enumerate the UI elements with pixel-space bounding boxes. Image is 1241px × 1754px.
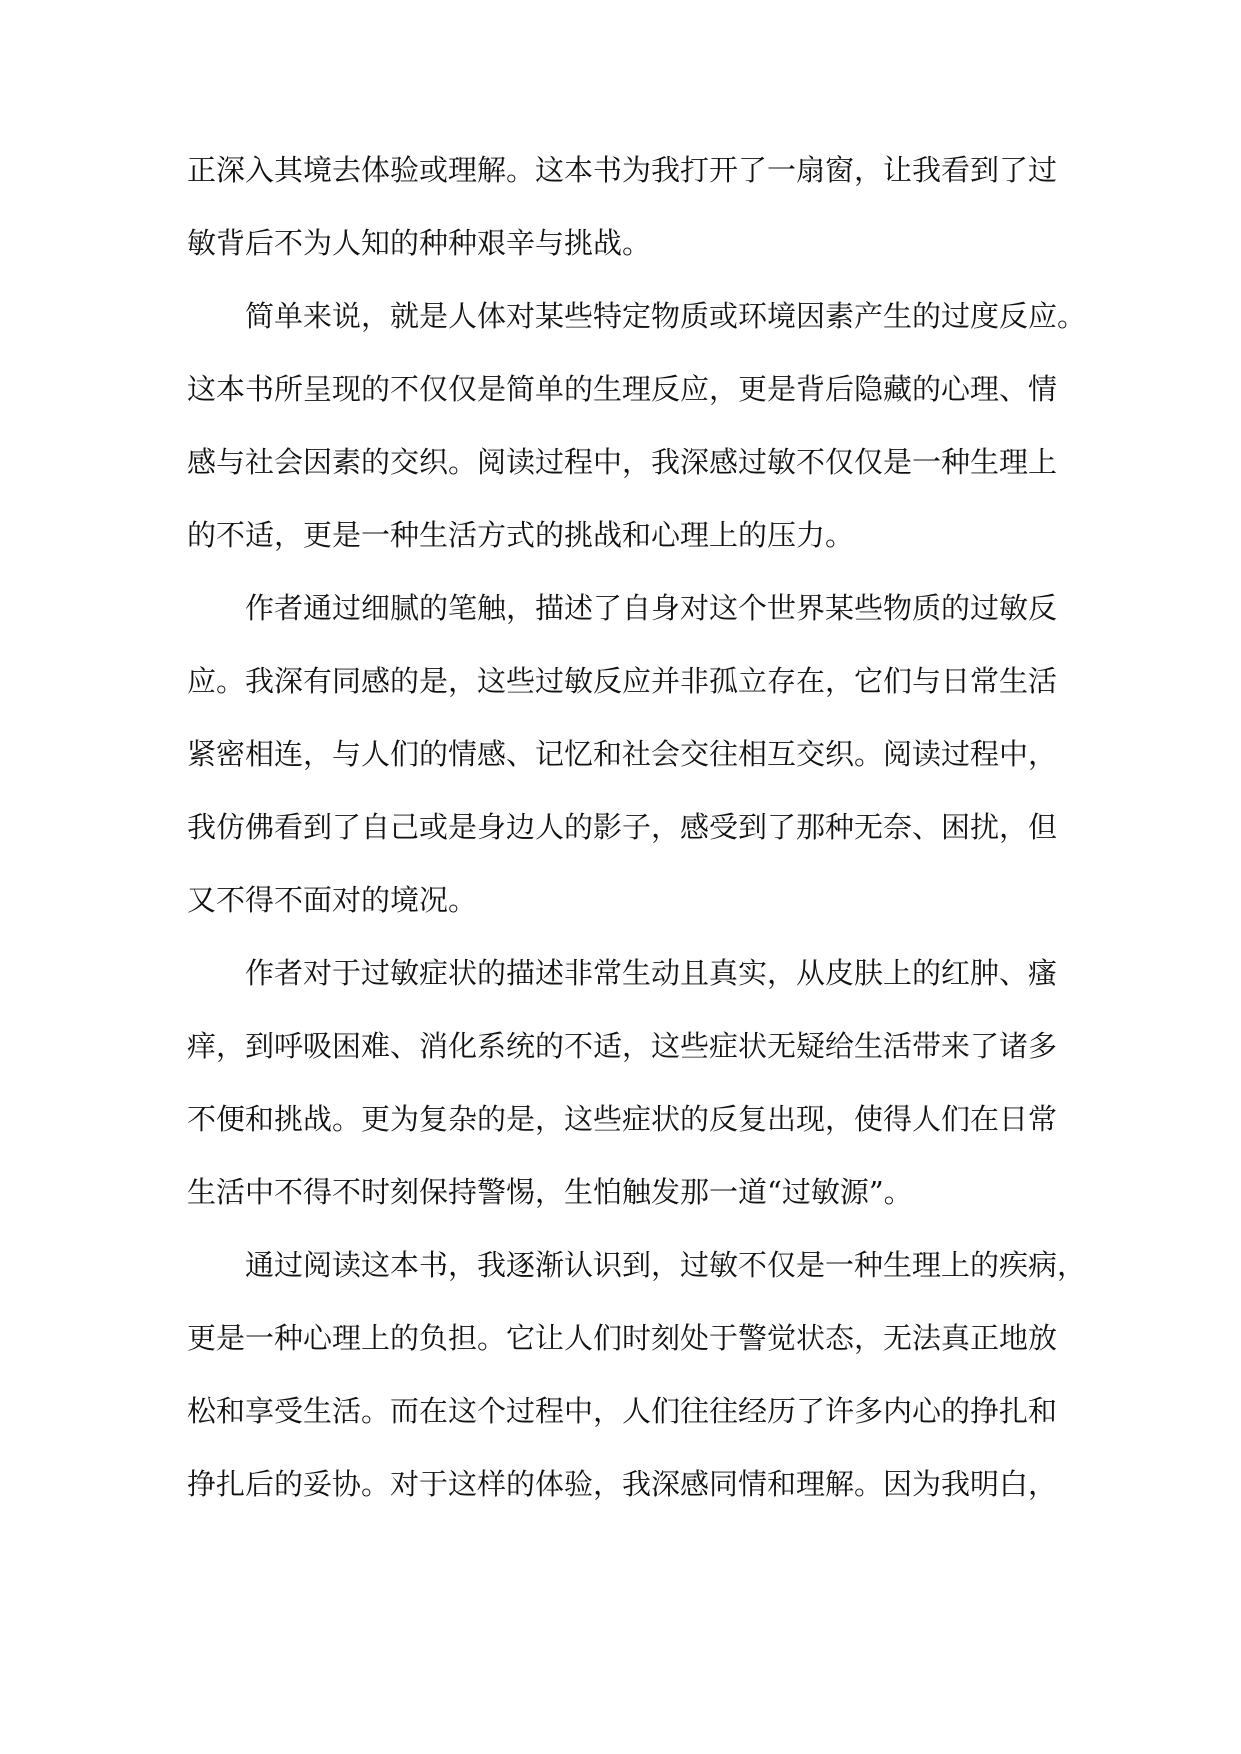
text-line: 生活中不得不时刻保持警惕，生怕触发那一道“过敏源”。 — [187, 1175, 913, 1209]
paragraph-start-line: 简单来说，就是人体对某些特定物质或环境因素产生的过度反应。 — [245, 299, 1087, 333]
text-line: 感与社会因素的交织。阅读过程中，我深感过敏不仅仅是一种生理上 — [187, 445, 1058, 479]
text-line: 又不得不面对的境况。 — [187, 883, 478, 917]
text-line: 正深入其境去体验或理解。这本书为我打开了一扇窗，让我看到了过 — [187, 153, 1058, 187]
text-line: 不便和挑战。更为复杂的是，这些症状的反复出现，使得人们在日常 — [187, 1102, 1058, 1136]
text-line: 敏背后不为人知的种种艰辛与挑战。 — [187, 226, 652, 260]
text-line: 痒，到呼吸困难、消化系统的不适，这些症状无疑给生活带来了诸多 — [187, 1029, 1058, 1063]
text-line: 紧密相连，与人们的情感、记忆和社会交往相互交织。阅读过程中， — [187, 737, 1058, 771]
text-line: 更是一种心理上的负担。它让人们时刻处于警觉状态，无法真正地放 — [187, 1321, 1058, 1355]
text-line: 应。我深有同感的是，这些过敏反应并非孤立存在，它们与日常生活 — [187, 664, 1058, 698]
text-line: 松和享受生活。而在这个过程中，人们往往经历了许多内心的挣扎和 — [187, 1394, 1058, 1428]
paragraph-start-line: 作者对于过敏症状的描述非常生动且真实，从皮肤上的红肿、瘙 — [245, 956, 1058, 990]
essay-body — [187, 139, 1087, 1526]
text-line: 挣扎后的妥协。对于这样的体验，我深感同情和理解。因为我明白， — [187, 1467, 1058, 1501]
text-line: 的不适，更是一种生活方式的挑战和心理上的压力。 — [187, 518, 855, 552]
text-line: 这本书所呈现的不仅仅是简单的生理反应，更是背后隐藏的心理、情 — [187, 372, 1058, 406]
paragraph-start-line: 作者通过细腻的笔触，描述了自身对这个世界某些物质的过敏反 — [245, 591, 1058, 625]
paragraph-start-line: 通过阅读这本书，我逐渐认识到，过敏不仅是一种生理上的疾病， — [245, 1248, 1087, 1282]
text-line: 我仿佛看到了自己或是身边人的影子，感受到了那种无奈、困扰，但 — [187, 810, 1058, 844]
